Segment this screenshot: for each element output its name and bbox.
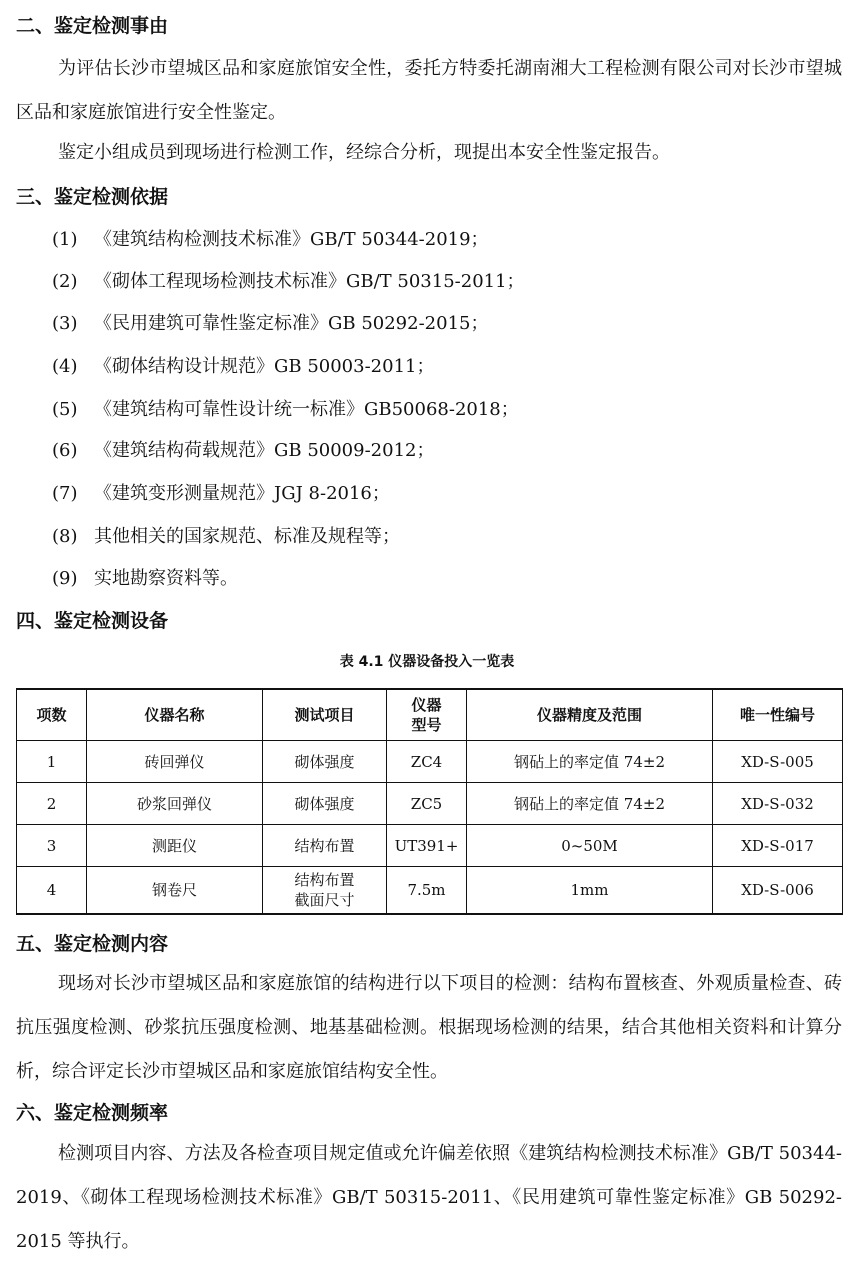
reference-number: (8) bbox=[52, 526, 78, 547]
table-row bbox=[17, 741, 843, 783]
section-heading-frequency: 六、鉴定检测频率 bbox=[16, 1102, 169, 1124]
reference-number: (5) bbox=[52, 399, 78, 420]
section-heading-basis-reason: 二、鉴定检测事由 bbox=[16, 15, 169, 37]
column-header: 唯一性编号 bbox=[713, 689, 843, 741]
table-cell: 7.5m bbox=[387, 867, 467, 915]
reference-item bbox=[52, 354, 434, 380]
table-cell: 结构布置 截面尺寸 bbox=[263, 867, 387, 915]
table-cell: 钢砧上的率定值 74±2 bbox=[467, 783, 713, 825]
paragraph-inspection-content: 现场对长沙市望城区品和家庭旅馆的结构进行以下项目的检测：结构布置核查、外观质量检查、砖抗压强度检测、砂浆抗压强度检测、地基基础检测。根据现场检测的结果，结合其他相关资料和计算分析，综合评定长沙市望城区品和家庭旅馆结构安全性。 bbox=[16, 973, 842, 1082]
reference-text: 《建筑结构检测技术标准》GB/T 50344-2019； bbox=[94, 229, 489, 250]
table-cell: ZC4 bbox=[387, 741, 467, 783]
reference-text: 其他相关的国家规范、标准及规程等； bbox=[94, 526, 400, 547]
table-row bbox=[17, 825, 843, 867]
reference-text: 《建筑变形测量规范》JGJ 8-2016； bbox=[94, 483, 390, 504]
reference-text: 《建筑结构荷载规范》GB 50009-2012； bbox=[94, 440, 435, 461]
reference-number: (7) bbox=[52, 483, 78, 504]
table-cell: UT391+ bbox=[387, 825, 467, 867]
table-cell: XD-S-017 bbox=[713, 825, 843, 867]
section-heading-equipment: 四、鉴定检测设备 bbox=[16, 610, 169, 632]
paragraph-summary: 鉴定小组成员到现场进行检测工作，经综合分析，现提出本安全性鉴定报告。 bbox=[58, 142, 670, 163]
column-header: 仪器精度及范围 bbox=[467, 689, 713, 741]
table-cell: 3 bbox=[17, 825, 87, 867]
reference-number: (2) bbox=[52, 271, 78, 292]
reference-text: 《民用建筑可靠性鉴定标准》GB 50292-2015； bbox=[94, 313, 489, 334]
reference-number: (6) bbox=[52, 440, 78, 461]
table-cell: 结构布置 bbox=[263, 825, 387, 867]
reference-item bbox=[52, 566, 238, 592]
table-cell: XD-S-005 bbox=[713, 741, 843, 783]
column-header: 仪器 型号 bbox=[387, 689, 467, 741]
reference-item bbox=[52, 311, 488, 337]
reference-item bbox=[52, 481, 390, 507]
table-cell: XD-S-032 bbox=[713, 783, 843, 825]
reference-text: 《砌体结构设计规范》GB 50003-2011； bbox=[94, 356, 435, 377]
column-header: 仪器名称 bbox=[87, 689, 263, 741]
equipment-table bbox=[16, 688, 843, 915]
table-cell: 砌体强度 bbox=[263, 783, 387, 825]
reference-item bbox=[52, 269, 525, 295]
column-header: 测试项目 bbox=[263, 689, 387, 741]
table-cell: 4 bbox=[17, 867, 87, 915]
reference-number: (9) bbox=[52, 568, 78, 589]
table-row bbox=[17, 867, 843, 915]
reference-number: (3) bbox=[52, 313, 78, 334]
reference-number: (1) bbox=[52, 229, 78, 250]
table-cell: 钢砧上的率定值 74±2 bbox=[467, 741, 713, 783]
table-cell: 2 bbox=[17, 783, 87, 825]
table-caption: 表 4.1 仪器设备投入一览表 bbox=[339, 654, 515, 670]
table-cell: 砂浆回弹仪 bbox=[87, 783, 263, 825]
reference-text: 《砌体工程现场检测技术标准》GB/T 50315-2011； bbox=[94, 271, 525, 292]
table-cell: XD-S-006 bbox=[713, 867, 843, 915]
reference-text: 实地勘察资料等。 bbox=[94, 568, 238, 589]
table-cell: 砖回弹仪 bbox=[87, 741, 263, 783]
table-cell: 测距仪 bbox=[87, 825, 263, 867]
reference-text: 《建筑结构可靠性设计统一标准》GB50068-2018； bbox=[94, 399, 519, 420]
table-row bbox=[17, 783, 843, 825]
reference-item bbox=[52, 397, 519, 423]
table-header-row bbox=[17, 689, 843, 741]
table-cell: 1mm bbox=[467, 867, 713, 915]
table-cell: 1 bbox=[17, 741, 87, 783]
column-header: 项数 bbox=[17, 689, 87, 741]
reference-item bbox=[52, 227, 489, 253]
table-cell: 0~50M bbox=[467, 825, 713, 867]
table-cell: ZC5 bbox=[387, 783, 467, 825]
paragraph-inspection-frequency: 检测项目内容、方法及各检查项目规定值或允许偏差依照《建筑结构检测技术标准》GB/T 50344-2019、《砌体工程现场检测技术标准》GB/T 50315-2011、《民用建筑可靠性鉴定标准》GB 50292-2015 等执行。 bbox=[16, 1143, 842, 1252]
section-heading-content: 五、鉴定检测内容 bbox=[16, 933, 169, 955]
paragraph-commission: 为评估长沙市望城区品和家庭旅馆安全性，委托方特委托湖南湘大工程检测有限公司对长沙市望城区品和家庭旅馆进行安全性鉴定。 bbox=[16, 58, 842, 123]
reference-item bbox=[52, 438, 434, 464]
reference-number: (4) bbox=[52, 356, 78, 377]
table-cell: 钢卷尺 bbox=[87, 867, 263, 915]
section-heading-basis: 三、鉴定检测依据 bbox=[16, 186, 169, 208]
table-cell: 砌体强度 bbox=[263, 741, 387, 783]
reference-item bbox=[52, 524, 400, 550]
